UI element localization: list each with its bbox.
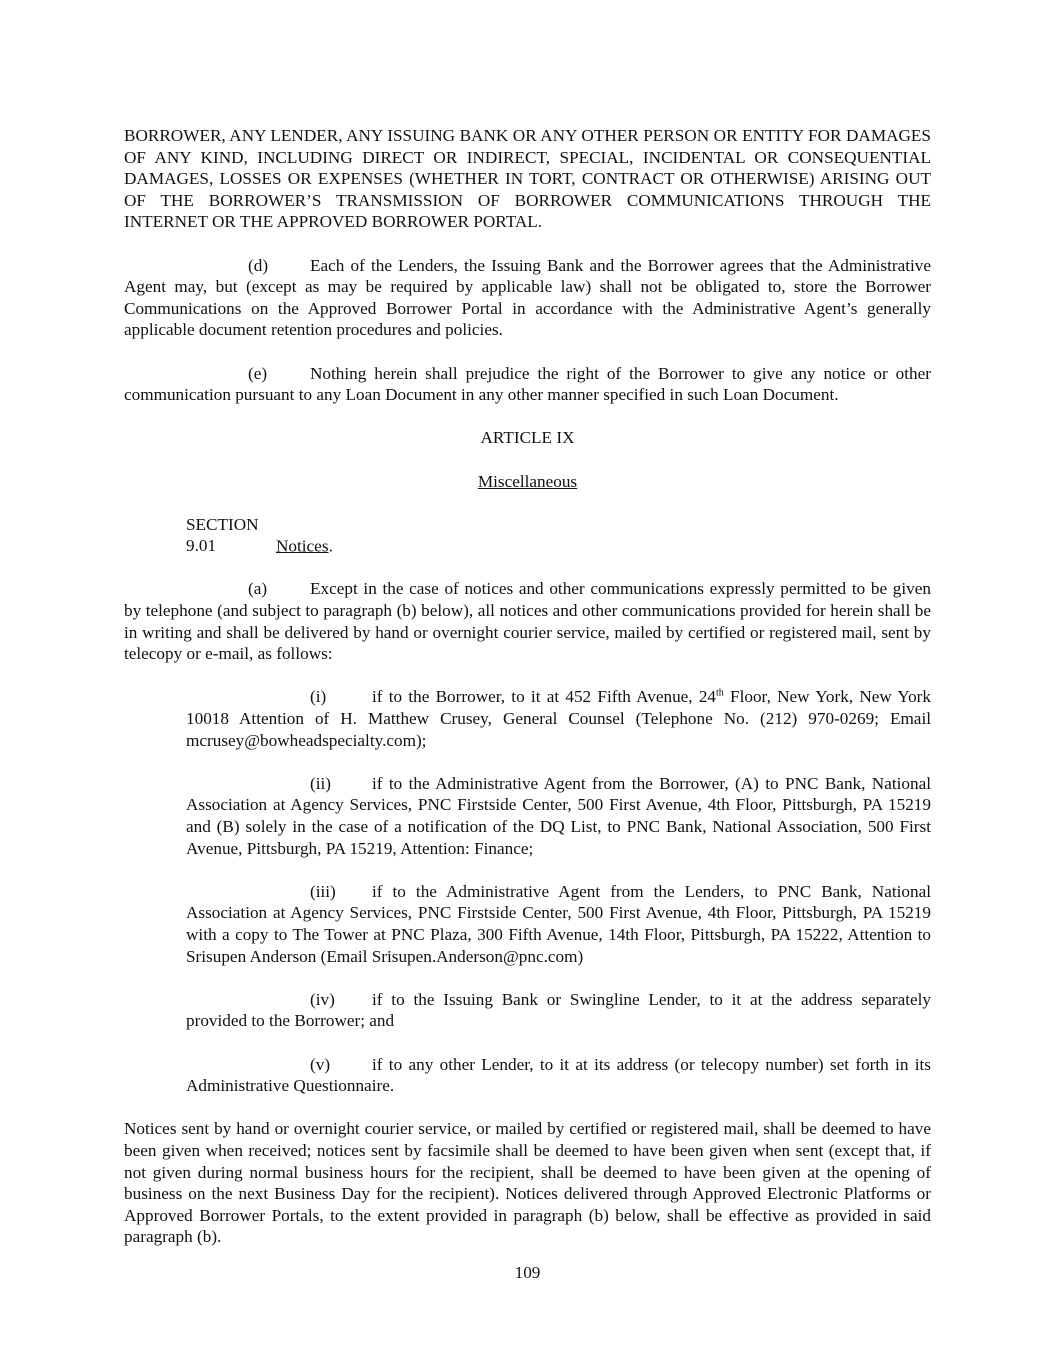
paragraph-a (124, 578, 931, 664)
section-title: Notices (276, 536, 329, 556)
document-page (124, 125, 931, 1269)
page-number: 109 (514, 1263, 541, 1282)
sub-item-i-sup: th (716, 687, 724, 699)
section-number: SECTION 9.01 (186, 514, 259, 556)
article-subtitle: Miscellaneous (477, 471, 578, 491)
sub-item-iv (186, 989, 931, 1032)
sub-item-ii-text: if to the Administrative Agent from the Borrower, (A) to PNC Bank, National Association at Agency Services, PNC Firstside Center, 500 First Avenue, 4th Floor, Pittsburgh, PA 15219 and (B) solely in the case of a notification of the DQ List, to PNC Bank, National Association, 500 First Avenue, Pittsburgh, PA 15219, Attention: Finance; (186, 773, 931, 858)
disclaimer-paragraph: BORROWER, ANY LENDER, ANY ISSUING BANK OR ANY OTHER PERSON OR ENTITY FOR DAMAGES OF ANY KIND, INCLUDING DIRECT OR INDIRECT, SPECIAL, INCIDENTAL OR CONSEQUENTIAL DAMAGES, LOSSES OR EXPENSES (WHETHER IN TORT, CONTRACT OR OTHERWISE) ARISING OUT OF THE BORROWER’S TRANSMISSION OF BORROWER COMMUNICATIONS THROUGH THE INTERNET OR THE APPROVED BORROWER PORTAL. (124, 126, 931, 232)
sub-item-i-text-b: Floor, New York, New York 10018 Attention of H. Matthew Crusey, General Counsel (Telephone No. (212) 970-0269; Email mcrusey@bowheadspecialty.com); (186, 687, 931, 750)
paragraph-d-text: Each of the Lenders, the Issuing Bank and the Borrower agrees that the Administrative Agent may, but (except as may be required by applicable law) shall not be obligated to, store the Borrower Communications on the Approved Borrower Portal in accordance with the Administrative Agent’s generally applicable document retention procedures and policies. (124, 255, 931, 340)
sub-item-iii (186, 881, 931, 967)
paragraph-d (124, 255, 931, 341)
article-subtitle-wrap (124, 471, 931, 493)
paragraph-a-label: (a) (248, 579, 268, 599)
paragraph-a-text: Except in the case of notices and other communications expressly permitted to be given by telephone (and subject to paragraph (b) below), all notices and other communications provided for herein shall be in writing and shall be delivered by hand or overnight courier service, mailed by certified or registered mail, sent by telecopy or e-mail, as follows: (124, 579, 931, 664)
sub-item-v-label: (v) (310, 1054, 331, 1074)
sub-item-ii-label: (ii) (310, 773, 331, 793)
article-title: ARTICLE IX (480, 428, 575, 448)
section-heading (186, 514, 931, 557)
sub-item-i (186, 686, 931, 751)
sub-item-iv-text: if to the Issuing Bank or Swingline Lender, to it at the address separately provided to the Borrower; and (186, 989, 931, 1031)
paragraph-d-label: (d) (248, 255, 269, 275)
closing-paragraph: Notices sent by hand or overnight courier service, or mailed by certified or registered mail, shall be deemed to have been given when received; notices sent by facsimile shall be deemed to have been given when sent (except that, if not given during normal business hours for the recipient, shall be deemed to have been given at the opening of business on the next Business Day for the recipient). Notices delivered through Approved Electronic Platforms or Approved Borrower Portals, to the extent provided in paragraph (b) below, shall be effective as provided in said paragraph (b). (124, 1119, 931, 1247)
section-title-suffix: . (328, 536, 333, 556)
sub-item-v (186, 1054, 931, 1097)
paragraph-e-text: Nothing herein shall prejudice the right of the Borrower to give any notice or other communication pursuant to any Loan Document in any other manner specified in such Loan Document. (124, 363, 931, 405)
sub-item-i-text-a: if to the Borrower, to it at 452 Fifth Avenue, 24 (372, 687, 717, 707)
paragraph-e-label: (e) (248, 363, 268, 383)
sub-item-iii-label: (iii) (310, 881, 336, 901)
sub-item-iv-label: (iv) (310, 989, 335, 1009)
paragraph-e (124, 363, 931, 406)
sub-item-ii (186, 773, 931, 859)
sub-item-i-label: (i) (310, 687, 327, 707)
sub-item-iii-text: if to the Administrative Agent from the Lenders, to PNC Bank, National Association at Agency Services, PNC Firstside Center, 500 First Avenue, 4th Floor, Pittsburgh, PA 15219 with a copy to The Tower at PNC Plaza, 300 Fifth Avenue, 14th Floor, Pittsburgh, PA 15222, Attention to Srisupen Anderson (Email Srisupen.Anderson@pnc.com) (186, 881, 931, 966)
sub-item-v-text: if to any other Lender, to it at its address (or telecopy number) set forth in its Administrative Questionnaire. (186, 1054, 931, 1096)
